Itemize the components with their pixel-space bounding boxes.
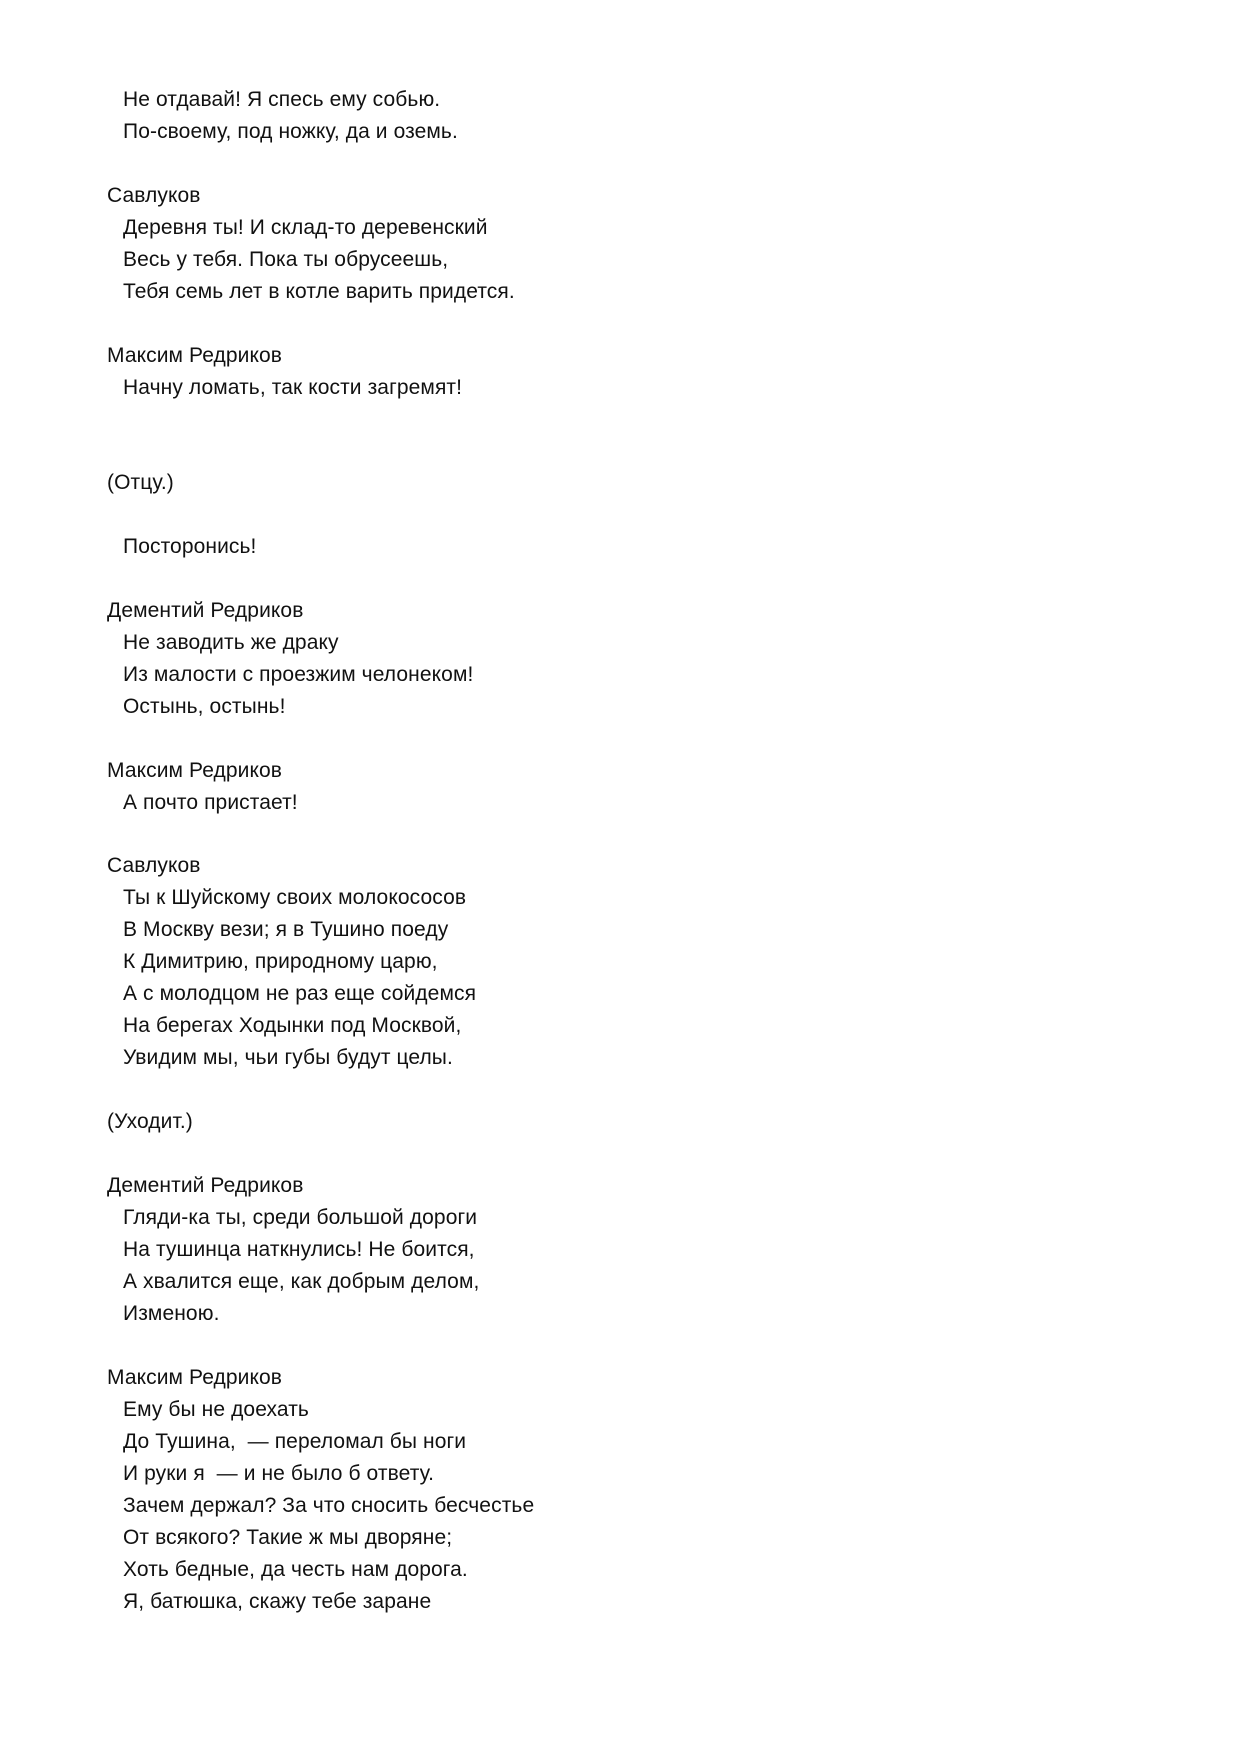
verse-line: Весь у тебя. Пока ты обрусеешь, bbox=[123, 248, 449, 271]
speaker-name: Дементий Редриков bbox=[107, 599, 304, 622]
speaker-name: Савлуков bbox=[107, 184, 201, 207]
verse-line: А почто пристает! bbox=[123, 791, 298, 814]
verse-line: Из малости с проезжим челонеком! bbox=[123, 663, 474, 686]
verse-line: Посторонись! bbox=[123, 535, 257, 558]
verse-line: Не отдавай! Я спесь ему собью. bbox=[123, 88, 441, 111]
speaker-name: Дементий Редриков bbox=[107, 1174, 304, 1197]
verse-line: А с молодцом не раз еще сойдемся bbox=[123, 982, 477, 1005]
verse-line: И руки я — и не было б ответу. bbox=[123, 1462, 435, 1485]
verse-line: К Димитрию, природному царю, bbox=[123, 950, 438, 973]
verse-line: Начну ломать, так кости загремят! bbox=[123, 376, 463, 399]
verse-line: Я, батюшка, скажу тебе заране bbox=[123, 1590, 432, 1613]
verse-line: Увидим мы, чьи губы будут целы. bbox=[123, 1046, 453, 1069]
speaker-name: Максим Редриков bbox=[107, 344, 283, 367]
speaker-name: Максим Редриков bbox=[107, 759, 283, 782]
verse-line: На берегах Ходынки под Москвой, bbox=[123, 1014, 462, 1037]
verse-line: От всякого? Такие ж мы дворяне; bbox=[123, 1526, 453, 1549]
verse-line: Не заводить же драку bbox=[123, 631, 339, 654]
verse-line: Хоть бедные, да честь нам дорога. bbox=[123, 1558, 468, 1581]
verse-line: Гляди-ка ты, среди большой дороги bbox=[123, 1206, 478, 1229]
verse-line: А хвалится еще, как добрым делом, bbox=[123, 1270, 480, 1293]
verse-line: Деревня ты! И склад-то деревенский bbox=[123, 216, 488, 239]
speaker-name: Савлуков bbox=[107, 854, 201, 877]
verse-line: На тушинца наткнулись! Не боится, bbox=[123, 1238, 475, 1261]
verse-line: В Москву вези; я в Тушино поеду bbox=[123, 918, 449, 941]
verse-line: Зачем держал? За что сносить бесчестье bbox=[123, 1494, 535, 1517]
verse-line: Остынь, остынь! bbox=[123, 695, 286, 718]
speaker-name: Максим Редриков bbox=[107, 1366, 283, 1389]
verse-line: Ты к Шуйскому своих молокососов bbox=[123, 886, 467, 909]
stage-direction: (Отцу.) bbox=[107, 471, 174, 494]
verse-line: Тебя семь лет в котле варить придется. bbox=[123, 280, 515, 303]
verse-line: По-своему, под ножку, да и оземь. bbox=[123, 120, 458, 143]
verse-line: Ему бы не доехать bbox=[123, 1398, 309, 1421]
stage-direction: (Уходит.) bbox=[107, 1110, 193, 1133]
verse-line: До Тушина, — переломал бы ноги bbox=[123, 1430, 467, 1453]
verse-line: Изменою. bbox=[123, 1302, 220, 1325]
